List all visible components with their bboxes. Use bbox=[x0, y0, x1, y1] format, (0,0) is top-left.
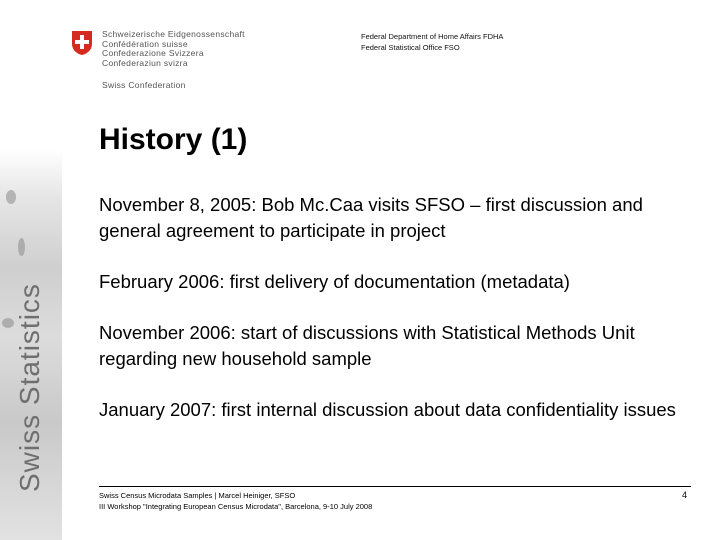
footer-divider bbox=[99, 486, 691, 487]
photo-detail bbox=[6, 190, 16, 204]
confederation-name-fr: Confédération suisse bbox=[102, 38, 188, 49]
swiss-statistics-brand: Swiss Statistics bbox=[14, 283, 45, 492]
confederation-name-it: Confederazione Svizzera bbox=[102, 48, 204, 58]
confederation-name-en: Swiss Confederation bbox=[102, 80, 186, 90]
history-item: November 2006: start of discussions with Statistical Methods Unit regarding new household sample bbox=[99, 322, 635, 369]
confederation-name-de: Schweizerische Eidgenossenschaft bbox=[102, 29, 245, 39]
office-name: Federal Statistical Office FSO bbox=[361, 42, 460, 52]
history-item: November 8, 2005: Bob Mc.Caa visits SFSO – first discussion and general agreement to participate in project bbox=[99, 194, 643, 241]
page-number: 4 bbox=[681, 490, 687, 500]
department-info bbox=[361, 32, 503, 53]
footer bbox=[99, 490, 372, 512]
footer-line-presenter: Swiss Census Microdata Samples | Marcel Heiniger, SFSO bbox=[99, 491, 296, 500]
confederation-names bbox=[102, 30, 245, 91]
footer-line-event: III Workshop "Integrating European Census Microdata", Barcelona, 9-10 July 2008 bbox=[99, 502, 373, 511]
history-list bbox=[99, 192, 699, 448]
slide-title: History (1) bbox=[99, 123, 248, 156]
history-item: February 2006: first delivery of documentation (metadata) bbox=[99, 271, 570, 292]
photo-detail bbox=[2, 318, 14, 328]
confederation-name-rm: Confederaziun svizra bbox=[102, 57, 188, 68]
photo-detail bbox=[18, 238, 25, 256]
department-name: Federal Department of Home Affairs FDHA bbox=[361, 32, 504, 41]
history-item: January 2007: first internal discussion about data confidentiality issues bbox=[99, 399, 676, 420]
swiss-coat-of-arms-icon bbox=[70, 30, 94, 56]
